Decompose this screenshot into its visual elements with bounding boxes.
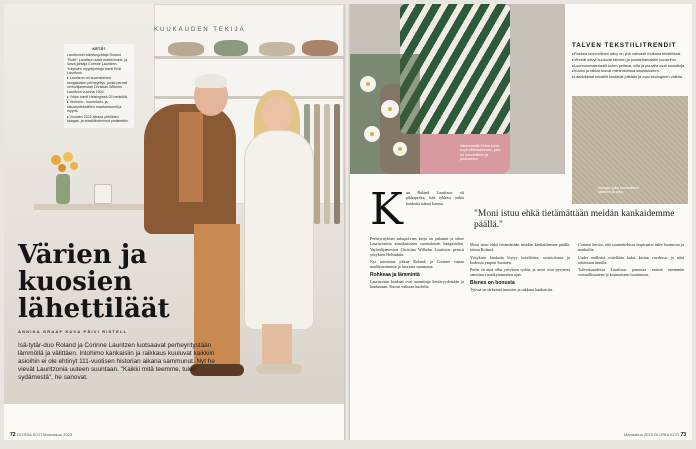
- folio-text: GLORIA KOTI Marraskuu 2023: [16, 432, 73, 437]
- caption-title: KETÄ?: [92, 46, 106, 51]
- sidebar-title: TALVEN TEKSTIILITRENDIT: [572, 42, 677, 49]
- trend-list: [572, 52, 688, 80]
- body-paragraph: Yrityksen kankaita löytyy hotelleista, ravintoloista ja kodeista ympäri Suomen.: [470, 254, 570, 265]
- page-folio: [624, 432, 686, 438]
- pillow: [302, 40, 338, 56]
- list-item: ▸ Kuviot ja raidat tuovat mielenkiintoa sisustukseen.: [572, 69, 688, 74]
- pillow: [168, 42, 204, 56]
- page-number: 72: [10, 432, 16, 438]
- caption-paragraph: Lauritzonin toimitusjohtaja Roland "Rolle" Lauritzon sekä markkinointi- ja luova johtaja Corinne Lauritzen. Yrityksen myyntijohtaja toimii Emil Lauritzon.: [67, 53, 128, 76]
- woman-shoes: [256, 364, 302, 374]
- lead-paragraph: Isä-tytär-duo Roland ja Corinne Lauritzen luotsaavat perheyritystään lämmöllä ja välittäen. Intohimo kankaisiin ja raikkaus kuuluvat kaikkiin asioihin ei ole ehtinyt 111-vuotisen historian aikana sammunut. Nyt he vievät Lauritzonia uuteen suuntaan. "Kaikki mitä teemme, tulee sydämestä", he sanovat.: [18, 342, 215, 381]
- body-paragraph: Perheyrityksen sukupolvien ketju on jatkunut ja tekee Lauritzonista ainutlaatuisen suomalaisen kangastalon. Verhoilijamestari Christian Wilhelm Lauritzon perusti yrityksen Helsinkiin.: [370, 236, 464, 257]
- body-paragraph: Nyt toimintaa johtaa Roland, ja Corinne vastaa markkinoinnista ja luovasta suunnasta.: [370, 259, 464, 270]
- woman-head: [262, 96, 292, 132]
- pillow: [259, 42, 295, 56]
- pull-quote: "Moni istuu ehkä tietämättään meidän kankaidemme päällä.": [474, 209, 675, 230]
- flowers-icon: [48, 150, 80, 178]
- white-flowers-icon: [350, 54, 420, 174]
- shelf-divider: [154, 56, 344, 59]
- body-paragraph: Tulevaisuudessa Lauritzon panostaa entistä enemmän vastuullisuuteen ja kotimaiseen tuotantoon.: [578, 267, 684, 278]
- lamp: [94, 184, 112, 204]
- body-column-3: [578, 242, 684, 280]
- body-paragraph: un Roland Lauritzon oli pikkupoika, hän tykkäsi tutkia kankaita isänsä kanssa.: [406, 190, 464, 206]
- pillow: [214, 40, 248, 56]
- caption-paragraph: ▸ Vuosien 2022 aikana yhtiöiden kangas- ja tekstiilitoiminnot yhdistettiin.: [67, 114, 129, 124]
- list-item: ▸ Laadukkaat tekstiilit kestävät pitkään ja ovat ekologinen valinta.: [572, 75, 688, 80]
- body-paragraph: Corinne kertoo, että suunnittelussa inspiraatio tulee luonnosta ja matkoilta.: [578, 242, 684, 253]
- drop-cap: K: [370, 184, 403, 235]
- byline: ANNIKA GRAAF KUVA PÄIVI RISTELL: [18, 329, 128, 334]
- body-column-2: [470, 242, 570, 294]
- subheading: Rohkeaa ja lämmintä: [370, 271, 420, 278]
- trend-sidebar: [572, 42, 688, 81]
- folio-text: Marraskuu 2023 GLORIA KOTI: [623, 432, 680, 437]
- list-item: ▸ Ruskea luonnollinen sävy on yhä vahvasti mukana tekstiilissä.: [572, 52, 688, 57]
- info-caption: [64, 44, 134, 128]
- body-paragraph: Moni istuu ehkä tietämättään meidän kankaidemme päällä, toteaa Roland.: [470, 242, 570, 253]
- man-hair: [195, 74, 227, 88]
- body-paragraph: Lauritzonin kankaat ovat tunnettuja kestävyydestään ja laadustaan. Kuosit valitaan huolella.: [370, 279, 464, 290]
- body-paragraph: Työssä on tärkeintä innostus ja rakkaus kankaisiin.: [470, 287, 554, 293]
- body-column-opening: [406, 190, 464, 208]
- caption-paragraph: ▸ Yritys toimii Helsingissä 25 henkilöä.: [67, 95, 128, 100]
- body-paragraph: Uudet mallistot esitellään kaksi kertaa vuodessa, ja niitä odotetaan innolla.: [578, 254, 684, 265]
- subheading: Bisnes on bonusta: [470, 279, 515, 286]
- fabric-roll: [314, 104, 320, 224]
- shelf-divider: [154, 96, 344, 99]
- caption-paragraph: ▸ Lauritzon on suomalainen kangastalon perheyritys, jonka perusti verhoilijamestari Christian Wilhelm Lauritzon vuonna 1904.: [67, 76, 128, 94]
- right-page: [350, 4, 692, 440]
- section-kicker: KUUKAUDEN TEKIJÄ: [154, 27, 246, 33]
- left-page: [4, 4, 344, 440]
- list-item: ▸ Luonnonmateriaalit kuten pellava, villa ja puuvilla ovat suosittuja.: [572, 64, 688, 69]
- vase: [56, 174, 70, 204]
- fabric-roll: [324, 104, 330, 224]
- article-title-block: [18, 242, 218, 334]
- woman-figure: [244, 130, 314, 330]
- caption-paragraph: ▸ Verhoilu-, huonekalu- ja sisustustekstiilien maahantuonti ja myynti.: [67, 100, 122, 114]
- page-folio: [10, 432, 72, 438]
- body-paragraph: Perhe on aina ollut yrityksen sydän, ja arvot ovat pysyneet samoina vuosikymmenten ajan.: [470, 267, 570, 278]
- textile-photo: [350, 4, 565, 174]
- fabric-roll: [334, 104, 340, 224]
- page-number: 73: [680, 432, 686, 438]
- list-item: ▸ Vihreät sävyt kuuluvat talveen ja puutarhamaisiin kuoseihin.: [572, 58, 688, 63]
- photo-caption: Vasemmalla Zebra-kuosi sopii värimaailmaan, joka on luonnollinen ja puolueeton.: [460, 144, 501, 162]
- man-shirt: [179, 112, 203, 202]
- headline: Värien ja kuosien lähettiläät: [18, 240, 170, 324]
- swatch-caption: Kangas, joka luonnollinen rakenne ja sävy.: [598, 186, 639, 195]
- body-column-1: [370, 236, 464, 292]
